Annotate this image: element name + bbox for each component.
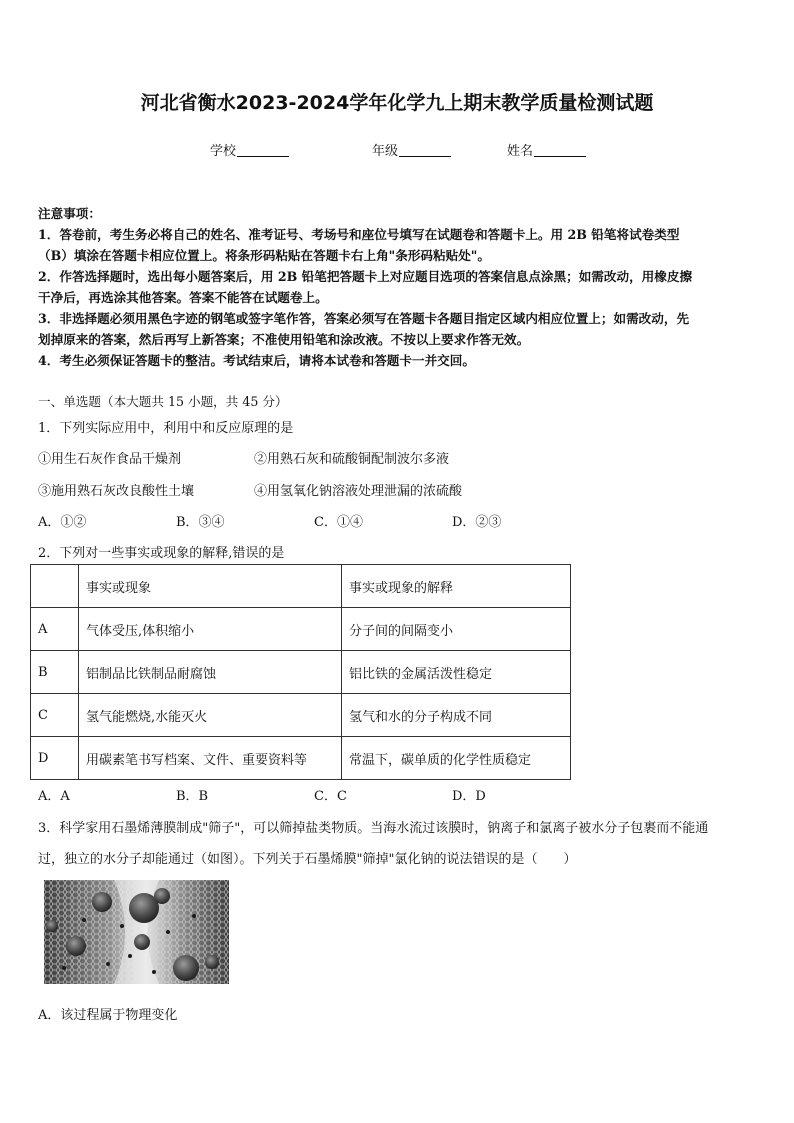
table-header-cell: [31, 565, 79, 608]
table-cell: B: [31, 651, 79, 694]
q1-item: ①用生石灰作食品干燥剂: [38, 452, 182, 467]
q2-option-b[interactable]: B．B: [176, 789, 209, 804]
table-cell: 铝比铁的金属活泼性稳定: [342, 651, 571, 694]
grade-blank: [399, 142, 451, 157]
table-row: [31, 608, 571, 651]
school-blank: [237, 142, 289, 157]
q2-table: [30, 564, 571, 780]
q1-item: ②用熟石灰和硫酸铜配制波尔多液: [254, 452, 450, 467]
table-row: [31, 651, 571, 694]
q1-item: ④用氢氧化钠溶液处理泄漏的浓硫酸: [254, 484, 463, 499]
q1-option-c[interactable]: C．①④: [314, 515, 363, 530]
notice-line: 2．作答选择题时，选出每小题答案后，用 2B 铅笔把答题卡上对应题目选项的答案信息点涂黑；如需改动，用橡皮擦: [38, 269, 693, 284]
table-cell: 用碳素笔书写档案、文件、重要资料等: [79, 737, 342, 780]
name-field: [507, 140, 586, 159]
q3-stem-line: 3．科学家用石墨烯薄膜制成"筛子"，可以筛掉盐类物质。当海水流过该膜时，钠离子和氯离子被水分子包裹而不能通: [38, 821, 709, 836]
q2-option-c[interactable]: C．C: [314, 789, 347, 804]
notice-line: （B）填涂在答题卡相应位置上。将条形码粘贴在答题卡右上角"条形码粘贴处"。: [38, 248, 490, 263]
notice-line: 干净后，再选涂其他答案。答案不能答在试题卷上。: [38, 290, 328, 305]
table-row: [31, 737, 571, 780]
table-cell: 氢气能燃烧,水能灭火: [79, 694, 342, 737]
q2-option-a[interactable]: A．A: [38, 789, 70, 804]
notice-line: 3．非选择题必须用黑色字迹的钢笔或签字笔作答，答案必须写在答题卡各题目指定区域内相应位置上；如需改动，先: [38, 311, 690, 326]
table-header-cell: 事实或现象: [79, 565, 342, 608]
table-cell: D: [31, 737, 79, 780]
notice-heading: 注意事项：: [38, 206, 101, 221]
school-label: 学校: [210, 144, 237, 159]
notice-line: 4．考生必须保证答题卡的整洁。考试结束后，请将本试卷和答题卡一并交回。: [38, 353, 475, 368]
page-title: 河北省衡水2023-2024学年化学九上期末教学质量检测试题: [140, 92, 654, 114]
q2-option-d[interactable]: D．D: [452, 789, 486, 804]
table-cell: 铝制品比铁制品耐腐蚀: [79, 651, 342, 694]
table-cell: 分子间的间隔变小: [342, 608, 571, 651]
q1-option-a[interactable]: A．①②: [38, 515, 87, 530]
section-heading: 一、单选题（本大题共 15 小题，共 45 分）: [38, 394, 288, 409]
table-header-row: [31, 565, 571, 608]
table-cell: 氢气和水的分子构成不同: [342, 694, 571, 737]
q1-item: ③施用熟石灰改良酸性土壤: [38, 484, 195, 499]
notice-line: 1．答卷前，考生务必将自己的姓名、准考证号、考场号和座位号填写在试题卷和答题卡上。用 2B 铅笔将试卷类型: [38, 227, 680, 242]
table-header-cell: 事实或现象的解释: [342, 565, 571, 608]
table-cell: 气体受压,体积缩小: [79, 608, 342, 651]
table-cell: A: [31, 608, 79, 651]
q1-option-d[interactable]: D．②③: [452, 515, 502, 530]
table-row: [31, 694, 571, 737]
q3-option-a[interactable]: A．该过程属于物理变化: [38, 1008, 178, 1023]
graphene-membrane-figure: [44, 880, 229, 984]
school-field: [210, 140, 289, 159]
table-cell: C: [31, 694, 79, 737]
q1-stem: 1．下列实际应用中，利用中和反应原理的是: [38, 421, 294, 436]
q2-stem: 2．下列对一些事实或现象的解释,错误的是: [38, 546, 285, 561]
name-label: 姓名: [507, 144, 534, 159]
q3-stem-line: 过，独立的水分子却能通过（如图）。下列关于石墨烯膜"筛掉"氯化钠的说法错误的是（ ）: [38, 852, 577, 867]
table-cell: 常温下，碳单质的化学性质稳定: [342, 737, 571, 780]
grade-field: [372, 140, 451, 159]
graphene-illustration: [44, 880, 229, 984]
q1-option-b[interactable]: B．③④: [176, 515, 225, 530]
grade-label: 年级: [372, 144, 399, 159]
notice-line: 划掉原来的答案，然后再写上新答案；不准使用铅笔和涂改液。不按以上要求作答无效。: [38, 332, 530, 347]
name-blank: [534, 142, 586, 157]
